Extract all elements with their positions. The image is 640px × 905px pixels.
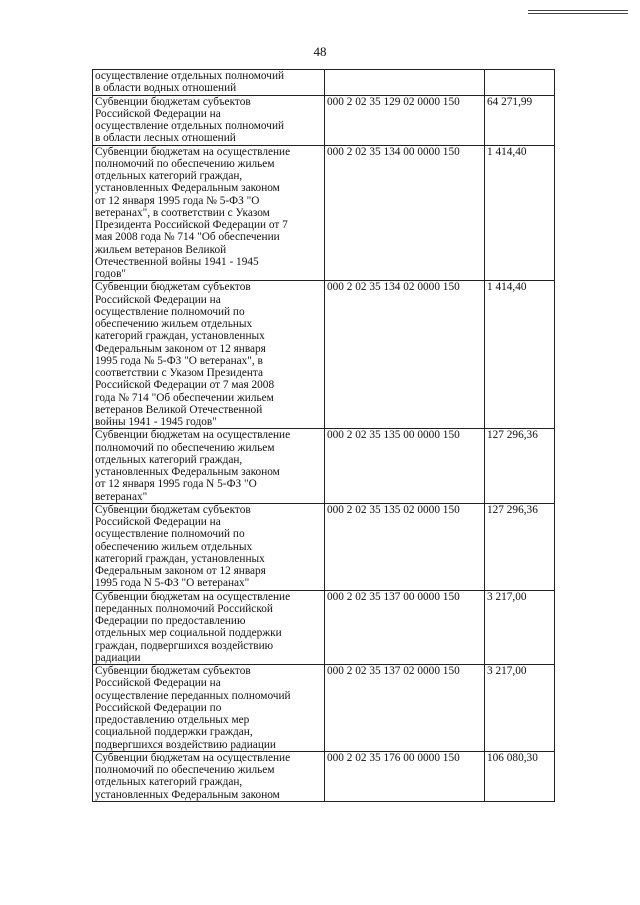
description-line: Субвенции бюджетам субъектов: [95, 665, 251, 677]
description-line: обеспечению жильем отдельных: [95, 318, 253, 330]
description-line: Отечественной войны 1941 - 1945: [95, 255, 259, 268]
row-description: [93, 590, 325, 665]
row-description: [93, 429, 325, 504]
description-line: Российской Федерации по: [95, 701, 222, 714]
description-line: Субвенции бюджетам субъектов: [95, 281, 251, 294]
description-line: Субвенции бюджетам на осуществление: [95, 590, 291, 603]
table-row: [93, 281, 555, 429]
description-line: Президента Российской Федерации от 7: [95, 219, 288, 231]
description-line: ветеранах": [95, 490, 148, 503]
description-line: Российской Федерации на: [95, 677, 221, 690]
row-amount: 127 296,36: [485, 429, 555, 504]
description-line: войны 1941 - 1945 годов": [95, 416, 217, 428]
description-line: мая 2008 года № 714 "Об обеспечении: [95, 231, 280, 244]
description-line: установленных Федеральным законом: [95, 182, 280, 195]
row-code: [325, 70, 485, 96]
row-description: [93, 145, 325, 281]
description-line: установленных Федеральным законом: [95, 788, 280, 801]
description-line: полномочий по обеспечению жильем: [95, 441, 275, 454]
header-rule: [528, 10, 628, 14]
table-row: [93, 751, 555, 801]
table-row: [93, 70, 555, 96]
description-line: установленных Федеральным законом: [95, 466, 280, 478]
description-line: от 12 января 1995 года N 5-ФЗ "О: [95, 478, 257, 491]
description-line: социальной поддержки граждан,: [95, 726, 253, 739]
description-line: граждан, подвергшихся воздействию: [95, 639, 274, 652]
description-line: Федерации по предоставлению: [95, 615, 246, 627]
description-line: Российской Федерации на: [95, 516, 221, 528]
description-line: осуществление отдельных полномочий: [95, 70, 285, 82]
row-code: 000 2 02 35 135 02 0000 150: [325, 503, 485, 590]
page-number: 48: [313, 44, 327, 59]
description-line: в области лесных отношений: [95, 132, 236, 145]
description-line: от 12 января 1995 года № 5-ФЗ "О: [95, 194, 260, 207]
row-description: [93, 665, 325, 752]
row-description: [93, 281, 325, 429]
description-line: Российской Федерации на: [95, 107, 221, 120]
budget-table: [92, 69, 555, 802]
description-line: 1995 года N 5-ФЗ "О ветеранах": [95, 577, 250, 590]
description-line: ветеранах", в соответствии с Указом: [95, 206, 270, 219]
description-line: Российской Федерации от 7 мая 2008: [95, 379, 275, 392]
description-line: осуществление полномочий по: [95, 528, 245, 541]
row-amount: 1 414,40: [485, 145, 555, 281]
row-description: [93, 503, 325, 590]
table-row: [93, 590, 555, 665]
description-line: отдельных категорий граждан,: [95, 776, 243, 789]
description-line: соответствии с Указом Президента: [95, 367, 263, 379]
table-row: [93, 95, 555, 145]
row-code: 000 2 02 35 176 00 0000 150: [325, 751, 485, 801]
description-line: в области водных отношений: [95, 82, 237, 95]
description-line: осуществление полномочий по: [95, 305, 245, 318]
description-line: радиации: [95, 651, 141, 664]
row-amount: 127 296,36: [485, 503, 555, 590]
row-code: 000 2 02 35 129 02 0000 150: [325, 95, 485, 145]
row-code: 000 2 02 35 135 00 0000 150: [325, 429, 485, 504]
description-line: отдельных категорий граждан,: [95, 170, 243, 182]
description-line: Субвенции бюджетам субъектов: [95, 95, 251, 108]
description-line: Субвенции бюджетам на осуществление: [95, 145, 291, 158]
description-line: категорий граждан, установленных: [95, 552, 265, 565]
table-row: [93, 665, 555, 752]
description-line: осуществление отдельных полномочий: [95, 120, 285, 132]
description-line: годов": [95, 268, 127, 280]
table-row: [93, 145, 555, 281]
row-code: 000 2 02 35 137 02 0000 150: [325, 665, 485, 752]
row-code: 000 2 02 35 134 00 0000 150: [325, 145, 485, 281]
description-line: Российской Федерации на: [95, 293, 221, 306]
description-line: полномочий по обеспечению жильем: [95, 157, 275, 170]
row-amount: 64 271,99: [485, 95, 555, 145]
description-line: года № 714 "Об обеспечении жильем: [95, 391, 274, 404]
description-line: Субвенции бюджетам на осуществление: [95, 751, 291, 764]
row-description: [93, 95, 325, 145]
row-code: 000 2 02 35 134 02 0000 150: [325, 281, 485, 429]
description-line: обеспечению жильем отдельных: [95, 540, 253, 553]
row-amount: 106 080,30: [485, 751, 555, 801]
description-line: Субвенции бюджетам субъектов: [95, 503, 251, 516]
table-row: [93, 503, 555, 590]
description-line: жильем ветеранов Великой: [95, 243, 227, 256]
description-line: Федеральным законом от 12 января: [95, 565, 266, 577]
table-row: [93, 429, 555, 504]
description-line: ветеранов Великой Отечественной: [95, 403, 263, 416]
description-line: предоставлению отдельных мер: [95, 714, 250, 726]
description-line: отдельных категорий граждан,: [95, 453, 243, 466]
row-amount: [485, 70, 555, 96]
row-amount: 3 217,00: [485, 665, 555, 752]
description-line: подвергшихся воздействию радиации: [95, 738, 276, 751]
row-description: [93, 751, 325, 801]
description-line: 1995 года № 5-ФЗ "О ветеранах", в: [95, 354, 263, 367]
description-line: отдельных мер социальной поддержки: [95, 627, 282, 640]
description-line: осуществление переданных полномочий: [95, 689, 291, 702]
row-amount: 1 414,40: [485, 281, 555, 429]
row-description: [93, 70, 325, 96]
description-line: Субвенции бюджетам на осуществление: [95, 429, 291, 442]
description-line: полномочий по обеспечению жильем: [95, 764, 275, 776]
description-line: переданных полномочий Российской: [95, 602, 273, 615]
row-code: 000 2 02 35 137 00 0000 150: [325, 590, 485, 665]
budget-table-body: [93, 70, 555, 802]
description-line: Федеральным законом от 12 января: [95, 342, 266, 355]
description-line: категорий граждан, установленных: [95, 330, 265, 343]
row-amount: 3 217,00: [485, 590, 555, 665]
